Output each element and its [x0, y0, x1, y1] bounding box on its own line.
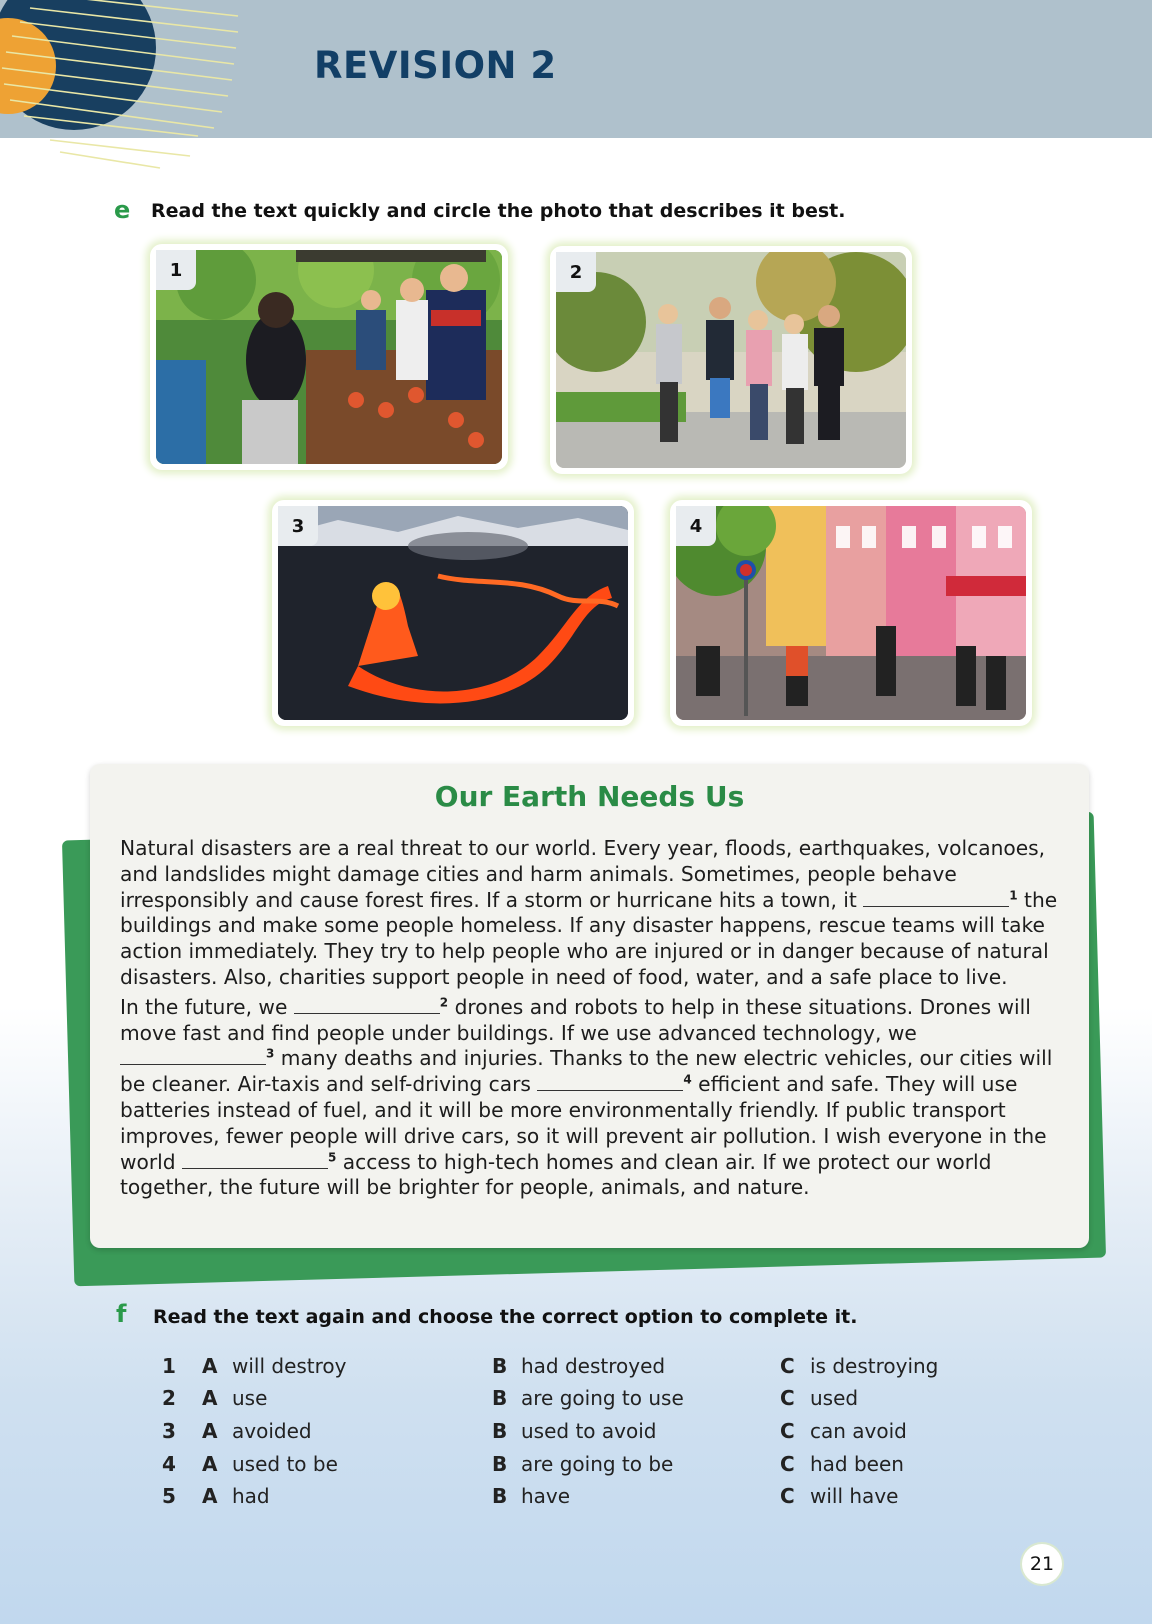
photo-1[interactable] — [150, 244, 508, 470]
photo-number: 1 — [156, 250, 196, 290]
option-a-text[interactable]: will destroy — [232, 1354, 347, 1378]
option-c-text[interactable]: will have — [810, 1484, 899, 1508]
option-c-label: C — [780, 1354, 795, 1378]
option-b-text[interactable]: are going to use — [521, 1386, 684, 1410]
page-number: 21 — [1022, 1544, 1062, 1584]
section-f-instruction: Read the text again and choose the correct option to complete it. — [153, 1306, 858, 1328]
option-a-label: A — [202, 1419, 218, 1443]
section-e-letter: e — [114, 196, 131, 224]
item-number: 2 — [162, 1386, 176, 1410]
option-b-text[interactable]: had destroyed — [521, 1354, 666, 1378]
option-a-text[interactable]: avoided — [232, 1419, 312, 1443]
option-b-label: B — [492, 1452, 508, 1476]
gap-3-blank[interactable] — [120, 1048, 266, 1065]
gap-4-blank[interactable] — [537, 1074, 683, 1091]
item-number: 1 — [162, 1354, 176, 1378]
page-title: REVISION 2 — [314, 44, 557, 87]
gap-4-number: 4 — [683, 1072, 692, 1087]
section-f-letter: f — [116, 1300, 127, 1328]
option-a-text[interactable]: used to be — [232, 1452, 338, 1476]
gap-2-blank[interactable] — [294, 997, 440, 1014]
photo-3[interactable] — [272, 500, 634, 726]
photo-number: 3 — [278, 506, 318, 546]
option-c-label: C — [780, 1484, 795, 1508]
gap-1-blank[interactable] — [863, 890, 1009, 907]
option-b-label: B — [492, 1386, 508, 1410]
header-decoration-icon — [0, 0, 260, 138]
option-a-label: A — [202, 1484, 218, 1508]
volcano-photo-icon — [278, 506, 628, 720]
option-row — [0, 1419, 1152, 1447]
page-header — [0, 0, 1152, 138]
option-a-text[interactable]: had — [232, 1484, 270, 1508]
option-c-label: C — [780, 1419, 795, 1443]
option-b-text[interactable]: are going to be — [521, 1452, 674, 1476]
option-a-text[interactable]: use — [232, 1386, 268, 1410]
photo-2[interactable] — [550, 246, 912, 474]
header-lines-icon — [40, 136, 220, 176]
article-body — [120, 836, 1065, 1205]
option-b-label: B — [492, 1354, 508, 1378]
option-row — [0, 1354, 1152, 1382]
gap-2-number: 2 — [439, 995, 449, 1010]
item-number: 3 — [162, 1419, 176, 1443]
joggers-photo-icon — [556, 252, 906, 468]
photo-number: 4 — [676, 506, 716, 546]
option-c-text[interactable]: is destroying — [810, 1354, 939, 1378]
article-title: Our Earth Needs Us — [434, 780, 745, 813]
option-b-text[interactable]: used to avoid — [521, 1419, 657, 1443]
article-paragraph-2: In the future, we $^2$ drones and robots to help in these situations. Drones will move fast and find people under buildings. If we use advanced technology, we $^3$ many deaths and injuries. Thanks to the new electric vehicles, our cities will be cleaner. Air-taxis and self-driving cars $^4$ efficient and safe. They will use batteries instead of fuel, and it will be more environmentally friendly. If public transport improves, fewer people will drive cars, so it will prevent air pollution. I wish everyone in the world $^5$ access to high-tech homes and clean air. If we protect our world together, the future will be brighter for people, animals, and nature. — [120, 994, 1053, 1200]
option-b-label: B — [492, 1419, 508, 1443]
option-b-label: B — [492, 1484, 508, 1508]
option-c-text[interactable]: can avoid — [810, 1419, 907, 1443]
option-c-text[interactable]: had been — [810, 1452, 904, 1476]
street-photo-icon — [676, 506, 1026, 720]
option-c-text[interactable]: used — [810, 1386, 859, 1410]
option-c-label: C — [780, 1452, 795, 1476]
option-a-label: A — [202, 1452, 218, 1476]
article-paragraph-1: Natural disasters are a real threat to our world. Every year, floods, earthquakes, volcanoes, and landslides might damage cities and harm animals. Sometimes, people behave irresponsibly and cause forest fires. If a storm or hurricane hits a town, it $^1$ the buildings and make some people homeless. If any disaster happens, rescue teams will take action immediately. They try to help people who are injured or in danger because of natural disasters. Also, charities support people in need of food, water, and a safe place to live. — [120, 836, 1058, 989]
market-photo-icon — [156, 250, 502, 464]
photo-4[interactable] — [670, 500, 1032, 726]
gap-5-blank[interactable] — [182, 1152, 328, 1169]
option-c-label: C — [780, 1386, 795, 1410]
option-row — [0, 1484, 1152, 1512]
item-number: 5 — [162, 1484, 176, 1508]
option-row — [0, 1386, 1152, 1414]
gap-1-number: 1 — [1009, 887, 1018, 902]
item-number: 4 — [162, 1452, 176, 1476]
gap-3-number: 3 — [266, 1046, 275, 1061]
section-e-instruction: Read the text quickly and circle the photo that describes it best. — [151, 200, 846, 222]
option-row — [0, 1452, 1152, 1480]
gap-5-number: 5 — [328, 1149, 337, 1164]
option-a-label: A — [202, 1386, 218, 1410]
option-b-text[interactable]: have — [521, 1484, 571, 1508]
option-a-label: A — [202, 1354, 218, 1378]
article-card — [90, 764, 1089, 1248]
photo-number: 2 — [556, 252, 596, 292]
